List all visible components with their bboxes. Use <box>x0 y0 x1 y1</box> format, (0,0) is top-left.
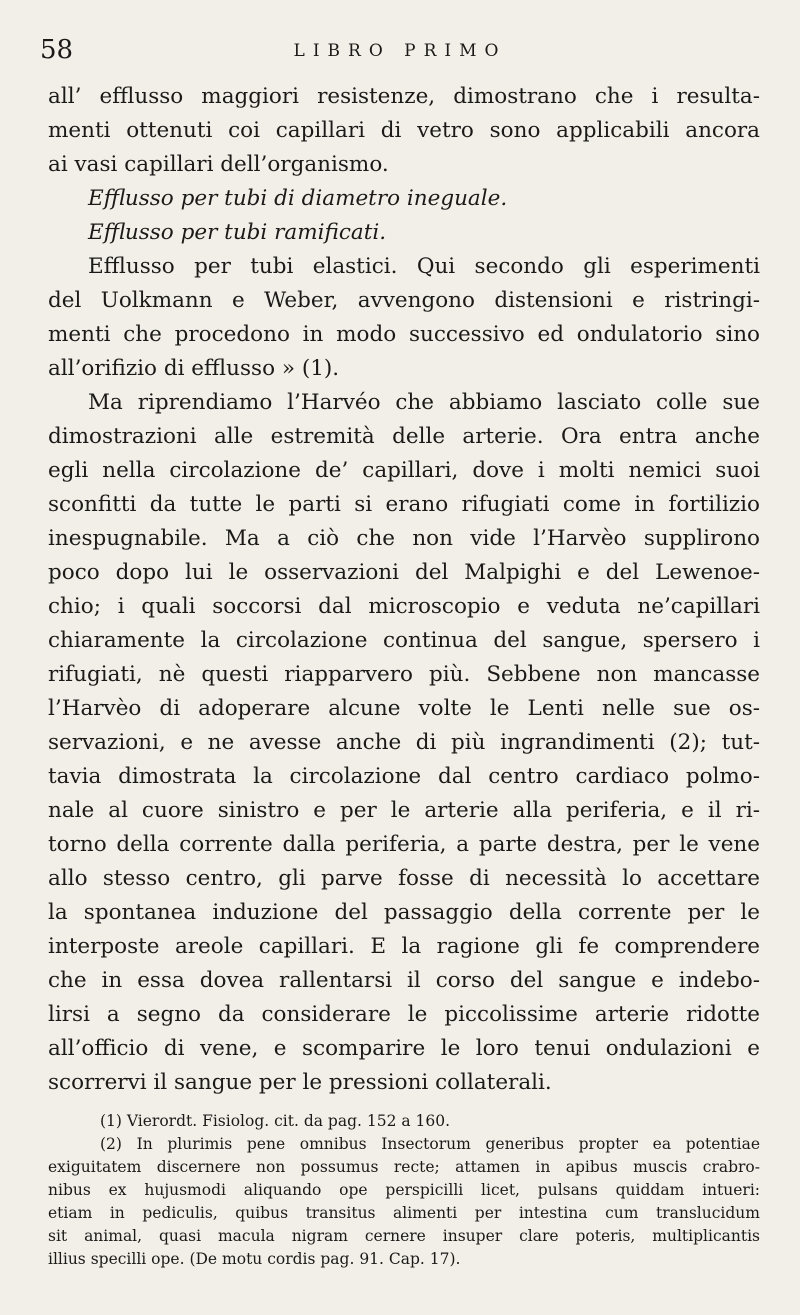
body-line: servazioni, e ne avesse anche di più ingrandimenti (2); tut- <box>48 730 760 755</box>
footnote-line: (1) Vierordt. Fisiolog. cit. da pag. 152 a 160. <box>100 1112 451 1130</box>
body-line: lirsi a segno da considerare le piccolissime arterie ridotte <box>48 1002 760 1027</box>
body-line: la spontanea induzione del passaggio della corrente per le <box>48 900 760 925</box>
body-line: del Uolkmann e Weber, avvengono distensioni e ristringi- <box>48 288 760 313</box>
body-line: sconfitti da tutte le parti si erano rifugiati come in fortilizio <box>48 492 760 517</box>
body-line: inespugnabile. Ma a ciò che non vide l’Harvèo supplirono <box>48 526 760 551</box>
body-line: Efflusso per tubi elastici. Qui secondo gli esperimenti <box>88 254 760 279</box>
body-line: rifugiati, nè questi riapparvero più. Sebbene non mancasse <box>48 662 760 687</box>
body-line: all’orifizio di efflusso » (1). <box>48 356 340 381</box>
body-line: menti che procedono in modo successivo ed ondulatorio sino <box>48 322 760 347</box>
body-line: torno della corrente dalla periferia, a parte destra, per le vene <box>48 832 760 857</box>
body-line: nale al cuore sinistro e per le arterie alla periferia, e il ri- <box>48 798 760 823</box>
footnote-line: etiam in pediculis, quibus transitus alimenti per intestina cum translucidum <box>48 1204 760 1222</box>
body-line: Ma riprendiamo l’Harvéo che abbiamo lasciato colle sue <box>88 390 760 415</box>
body-line: l’Harvèo di adoperare alcune volte le Lenti nelle sue os- <box>48 696 760 721</box>
body-line: che in essa dovea rallentarsi il corso del sangue e indebo- <box>48 968 760 993</box>
body-line-section-heading: Efflusso per tubi di diametro ineguale. <box>88 186 508 211</box>
body-line: poco dopo lui le osservazioni del Malpighi e del Lewenoe- <box>48 560 760 585</box>
body-line: tavia dimostrata la circolazione dal centro cardiaco polmo- <box>48 764 760 789</box>
body-line: allo stesso centro, gli parve fosse di necessità lo accettare <box>48 866 760 891</box>
body-line: egli nella circolazione de’ capillari, dove i molti nemici suoi <box>48 458 760 483</box>
footnote-line: (2) In plurimis pene omnibus Insectorum generibus propter ea potentiae <box>100 1135 760 1153</box>
footnote-line: exiguitatem discernere non possumus recte; attamen in apibus muscis crabro- <box>48 1158 760 1176</box>
body-line: interposte areole capillari. E la ragione gli fe comprendere <box>48 934 760 959</box>
footnote-line: illius specilli ope. (De motu cordis pag. 91. Cap. 17). <box>48 1250 461 1268</box>
body-line: ai vasi capillari dell’organismo. <box>48 152 389 177</box>
body-line: chio; i quali soccorsi dal microscopio e veduta ne’capillari <box>48 594 760 619</box>
body-line: dimostrazioni alle estremità delle arterie. Ora entra anche <box>48 424 760 449</box>
body-line: chiaramente la circolazione continua del sangue, spersero i <box>48 628 760 653</box>
body-line: scorrervi il sangue per le pressioni collaterali. <box>48 1070 552 1095</box>
running-head: LIBRO PRIMO <box>293 41 507 61</box>
body-line-section-heading: Efflusso per tubi ramificati. <box>88 220 387 245</box>
footnote-line: sit animal, quasi macula nigram cernere insuper clare poteris, multiplicantis <box>48 1227 760 1245</box>
body-line: menti ottenuti coi capillari di vetro sono applicabili ancora <box>48 118 760 143</box>
body-line: all’ efflusso maggiori resistenze, dimostrano che i resulta- <box>48 84 760 109</box>
page-header <box>40 35 760 75</box>
body-line: all’officio di vene, e scomparire le loro tenui ondulazioni e <box>48 1036 760 1061</box>
page-number: 58 <box>40 35 74 65</box>
footnote-line: nibus ex hujusmodi aliquando ope perspicilli licet, pulsans quiddam intueri: <box>48 1181 760 1199</box>
